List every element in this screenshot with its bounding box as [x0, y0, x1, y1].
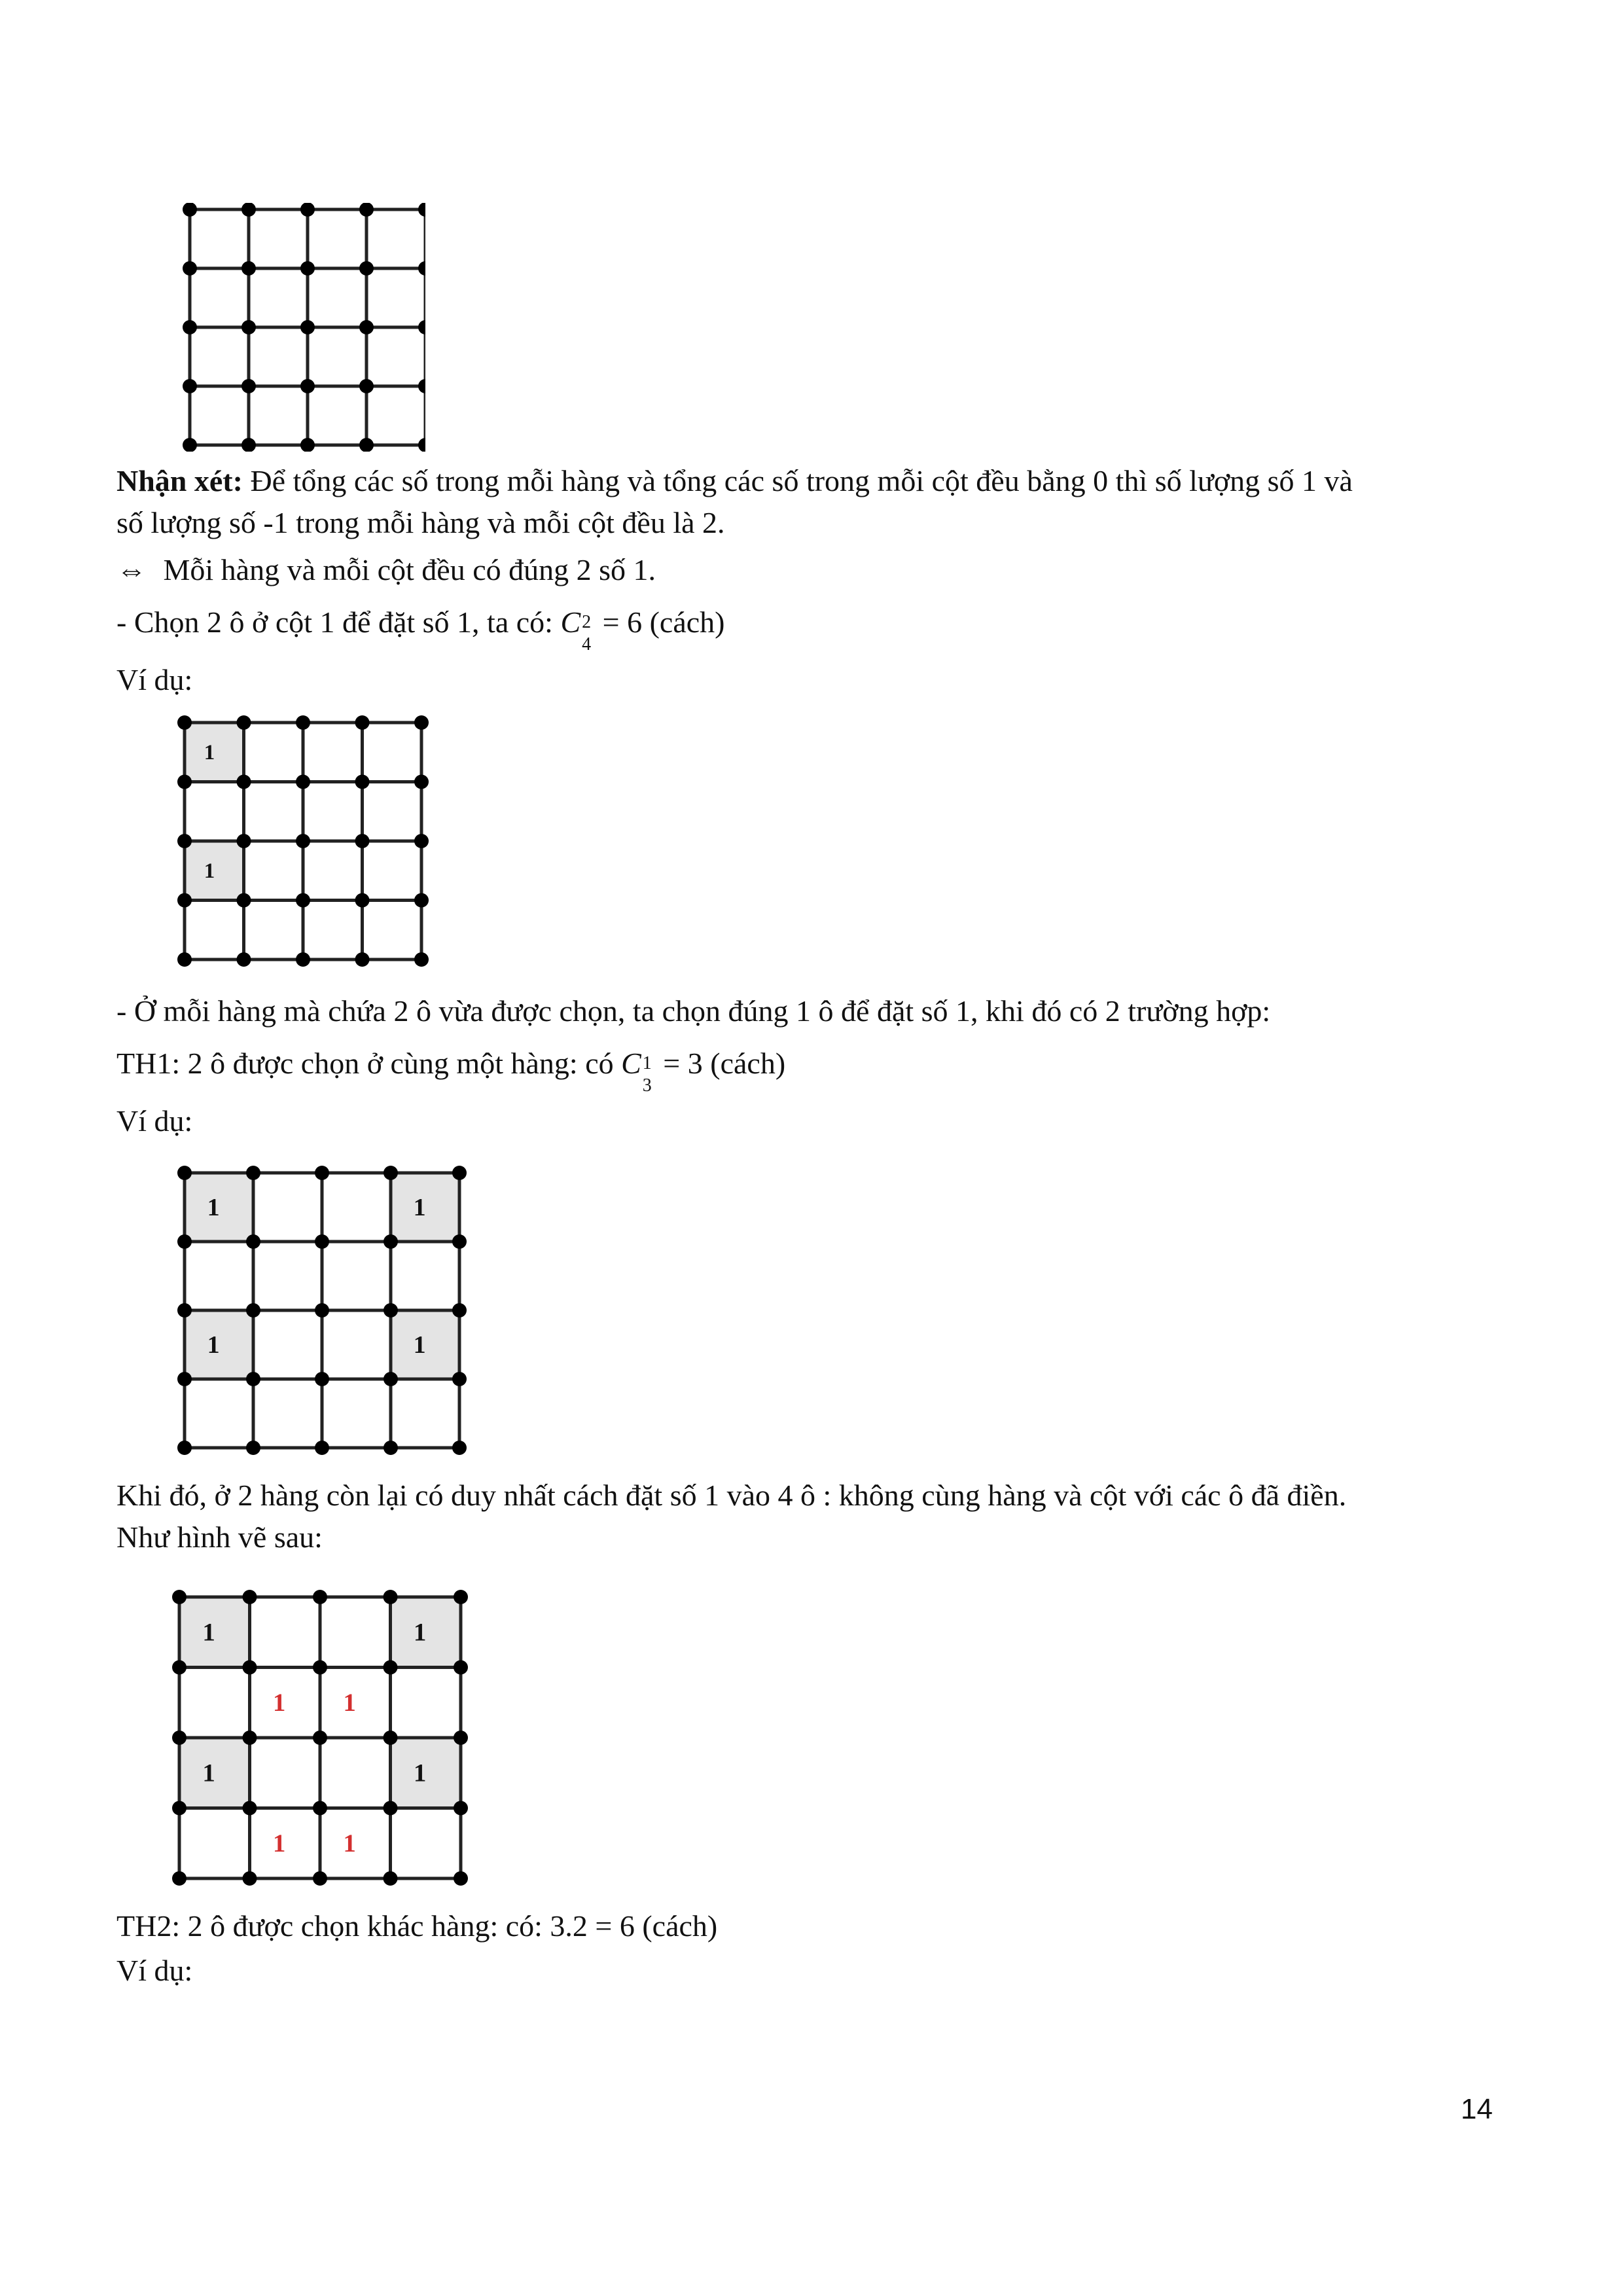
grid-dot [246, 1166, 260, 1180]
grid-dot [454, 1801, 468, 1816]
grid-dot [241, 438, 256, 452]
grid-dot [452, 1166, 467, 1180]
grid-cell-value: 1 [413, 1331, 426, 1359]
grid-dot [355, 715, 370, 730]
combination-letter: C [560, 605, 581, 639]
step-each-row: - Ở mỗi hàng mà chứa 2 ô vừa được chọn, ta chọn đúng 1 ô để đặt số 1, khi đó có 2 trường hợp: [116, 994, 1271, 1028]
case-1-text: TH1: 2 ô được chọn ở cùng một hàng: có [116, 1047, 614, 1080]
grid-dot [454, 1590, 468, 1604]
equivalence-line [116, 550, 656, 590]
grid-cell-value-red: 1 [272, 1829, 286, 1858]
grid-dot [383, 1234, 398, 1249]
case-1-combination-sup: 1 [642, 1053, 652, 1074]
grid-dot [359, 379, 374, 393]
grid-cell-value: 1 [202, 1618, 215, 1647]
grid-dot [452, 1372, 467, 1386]
grid-dot [177, 1372, 192, 1386]
grid-dot [383, 1372, 398, 1386]
grid-dot [383, 1441, 398, 1455]
conclusion-line-1: Khi đó, ở 2 hàng còn lại có duy nhất cách đặt số 1 vào 4 ô : không cùng hàng và cột với các ô đã điền. [116, 1479, 1347, 1512]
grid-dot [241, 379, 256, 393]
grid-dot [177, 1234, 192, 1249]
grid-dot [452, 1234, 467, 1249]
grid-dot [237, 775, 251, 789]
grid-dot [246, 1372, 260, 1386]
grid-cell-value: 1 [413, 1759, 427, 1787]
remark-line-2: số lượng số -1 trong mỗi hàng và mỗi cột đều là 2. [116, 506, 725, 539]
grid-dot [177, 715, 192, 730]
grid-dot [418, 203, 425, 217]
grid-dot [177, 834, 192, 848]
grid-cell-value: 1 [202, 1759, 215, 1787]
grid-dot [418, 261, 425, 276]
grid-dot [177, 1303, 192, 1318]
grid-cell-value: 1 [413, 1618, 427, 1647]
grid-dot [313, 1871, 327, 1886]
grid-dot [183, 203, 197, 217]
conclusion-line-2: Như hình vẽ sau: [116, 1520, 323, 1554]
grid-dot [359, 203, 374, 217]
grid-dot [246, 1441, 260, 1455]
grid-dot [454, 1871, 468, 1886]
example-label-2: Ví dụ: [116, 1104, 193, 1138]
grid-dot [172, 1660, 187, 1675]
grid-dot [414, 715, 429, 730]
grid-dot [383, 1871, 398, 1886]
grid-dot [452, 1441, 467, 1455]
grid-dot [315, 1441, 329, 1455]
grid-dot [414, 775, 429, 789]
grid-dot [177, 775, 192, 789]
grid-dot [243, 1801, 257, 1816]
grid-dot [355, 893, 370, 908]
grid-dot [177, 952, 192, 967]
grid-dot [296, 834, 310, 848]
grid-dot [183, 379, 197, 393]
grid-dot [454, 1731, 468, 1745]
grid-dot [418, 438, 425, 452]
grid-cell-value-red: 1 [343, 1689, 356, 1717]
example-label-3: Ví dụ: [116, 1954, 193, 1987]
grid-empty [177, 203, 425, 452]
combination-sup: 2 [582, 612, 592, 633]
grid-dot [383, 1801, 398, 1816]
grid-dot [296, 893, 310, 908]
grid-dot [172, 1801, 187, 1816]
grid-dot [241, 203, 256, 217]
grid-dot [241, 261, 256, 276]
grid-dot [172, 1871, 187, 1886]
grid-dot [383, 1303, 398, 1318]
grid-dot [296, 715, 310, 730]
grid-dot [300, 379, 315, 393]
grid-dot [315, 1303, 329, 1318]
grid-dot [183, 320, 197, 334]
remark-label: Nhận xét: [116, 464, 243, 497]
grid-dot [454, 1660, 468, 1675]
example-label-1: Ví dụ: [116, 663, 193, 696]
grid-completed [166, 1587, 480, 1894]
remark-text: Để tổng các số trong mỗi hàng và tổng các số trong mỗi cột đều bằng 0 thì số lượng số 1 và [242, 464, 1353, 497]
grid-dot [172, 1731, 187, 1745]
grid-dot [243, 1660, 257, 1675]
grid-dot [315, 1372, 329, 1386]
case-1-combination-letter: C [621, 1047, 641, 1080]
grid-cell-value: 1 [413, 1194, 426, 1222]
grid-cell-value: 1 [207, 1194, 220, 1222]
grid-dot [296, 775, 310, 789]
grid-same-row [169, 1162, 476, 1463]
grid-dot [414, 834, 429, 848]
grid-dot [300, 203, 315, 217]
grid-dot [383, 1660, 398, 1675]
grid-dot [172, 1590, 187, 1604]
grid-cell-value-red: 1 [272, 1689, 286, 1717]
step-choose-column-unit: (cách) [649, 605, 725, 639]
grid-dot [177, 1166, 192, 1180]
grid-dot [177, 1441, 192, 1455]
grid-dot [313, 1731, 327, 1745]
grid-dot [359, 261, 374, 276]
grid-dot [452, 1303, 467, 1318]
case-1-combination-indices [641, 1051, 656, 1096]
case-1 [116, 1043, 786, 1096]
grid-dot [418, 320, 425, 334]
remark-line-1 [116, 461, 1353, 501]
grid-cell-value: 1 [204, 859, 215, 884]
grid-dot [243, 1590, 257, 1604]
grid-dot [296, 952, 310, 967]
grid-dot [359, 438, 374, 452]
grid-dot [313, 1660, 327, 1675]
grid-cell-value: 1 [204, 741, 215, 765]
step-choose-column-text: - Chọn 2 ô ở cột 1 để đặt số 1, ta có: [116, 605, 553, 639]
step-choose-column [116, 602, 725, 655]
grid-dot [243, 1871, 257, 1886]
grid-dot [177, 893, 192, 908]
case-1-combination-result: = 3 [663, 1047, 703, 1080]
grid-dot [355, 834, 370, 848]
grid-dot [414, 952, 429, 967]
grid-dot [418, 379, 425, 393]
grid-dot [313, 1590, 327, 1604]
grid-dot [300, 261, 315, 276]
grid-dot [383, 1166, 398, 1180]
combination-indices [580, 610, 595, 655]
grid-dot [300, 438, 315, 452]
page-number: 14 [1461, 2093, 1493, 2125]
grid-dot [355, 775, 370, 789]
grid-column-one [171, 713, 433, 975]
grid-dot [241, 320, 256, 334]
grid-dot [383, 1590, 398, 1604]
grid-dot [414, 893, 429, 908]
grid-dot [183, 261, 197, 276]
case-1-combination-sub: 3 [642, 1075, 652, 1096]
grid-dot [183, 438, 197, 452]
grid-dot [246, 1234, 260, 1249]
grid-dot [355, 952, 370, 967]
grid-dot [243, 1731, 257, 1745]
case-1-unit: (cách) [710, 1047, 786, 1080]
grid-dot [237, 952, 251, 967]
grid-dot [359, 320, 374, 334]
grid-dot [246, 1303, 260, 1318]
grid-cell-value-red: 1 [343, 1829, 356, 1858]
equivalence-text: Mỗi hàng và mỗi cột đều có đúng 2 số 1. [163, 553, 656, 586]
grid-dot [383, 1731, 398, 1745]
combination-sub: 4 [582, 634, 592, 655]
grid-dot [300, 320, 315, 334]
grid-cell-value: 1 [207, 1331, 220, 1359]
combination-result: = 6 [602, 605, 643, 639]
grid-dot [237, 834, 251, 848]
grid-dot [237, 715, 251, 730]
grid-dot [237, 893, 251, 908]
grid-dot [315, 1234, 329, 1249]
grid-dot [315, 1166, 329, 1180]
case-2: TH2: 2 ô được chọn khác hàng: có: 3.2 = 6 (cách) [116, 1909, 718, 1943]
equivalence-arrow-icon: ⇔ [116, 553, 147, 586]
grid-dot [313, 1801, 327, 1816]
